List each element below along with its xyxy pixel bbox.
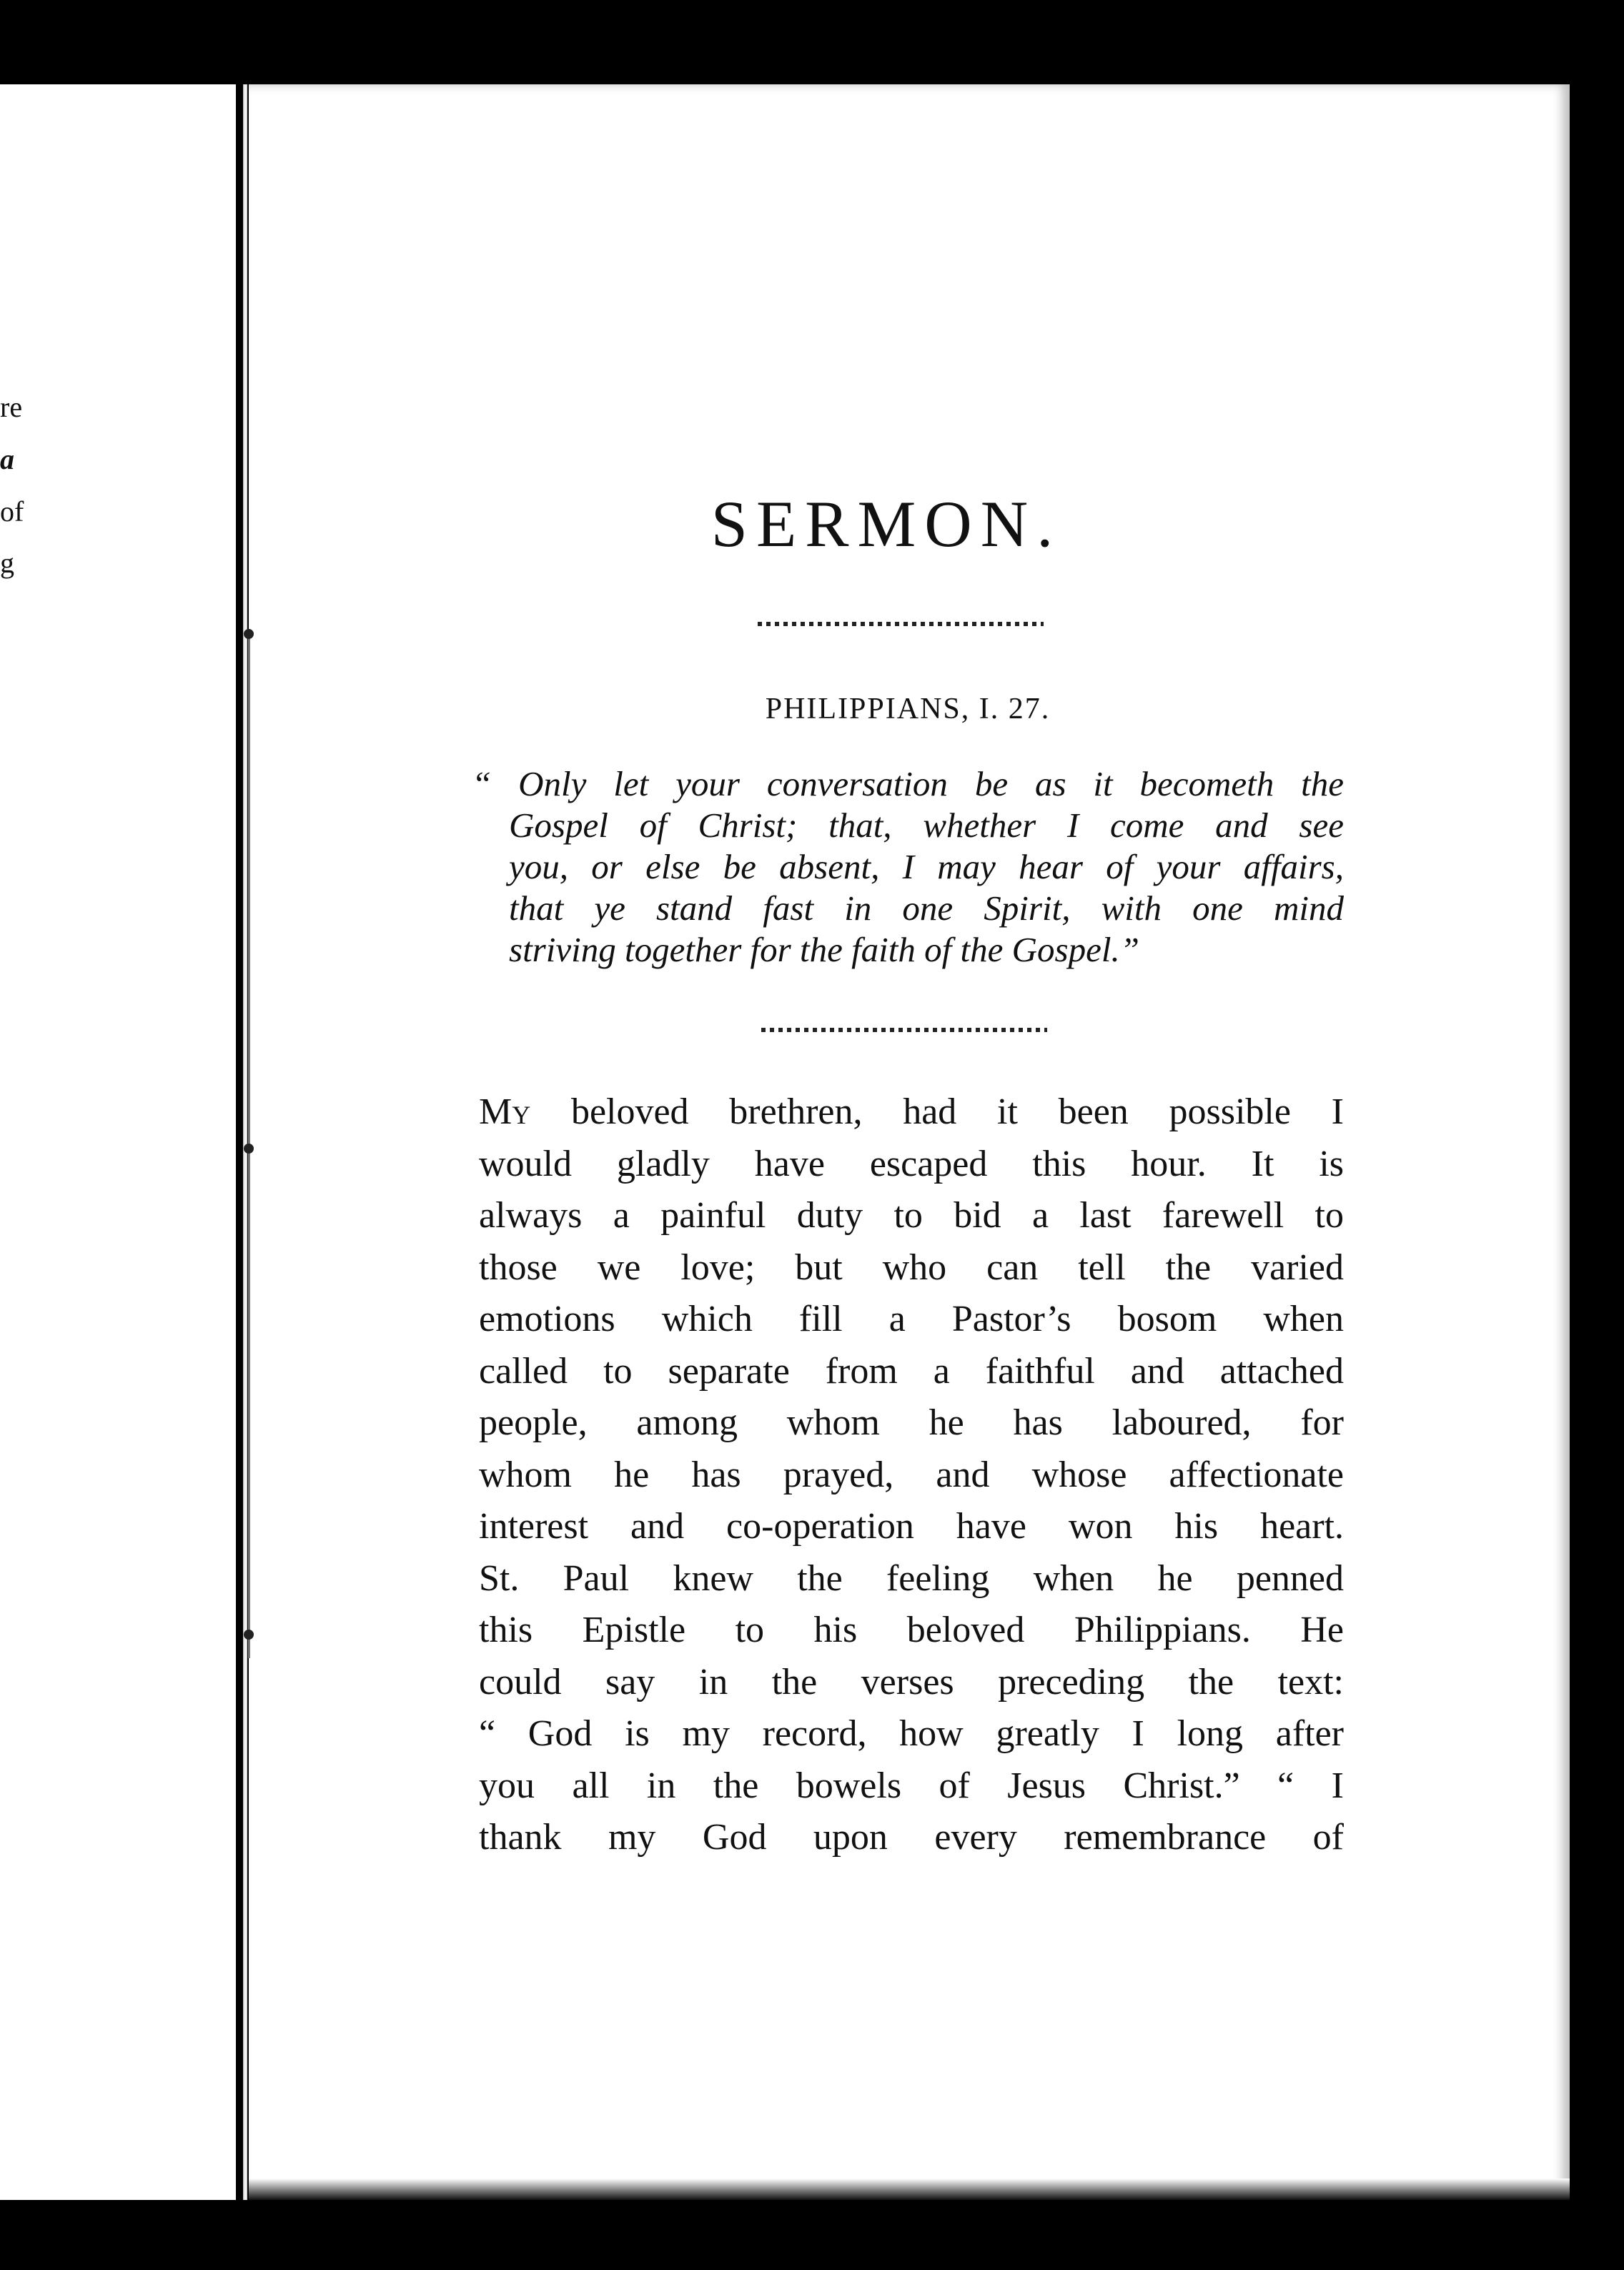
- sermon-body: [479, 1086, 1344, 1864]
- left-page-fragment: g: [0, 547, 14, 579]
- body-line: those we love; but who can tell the varied: [479, 1246, 1344, 1288]
- left-page-fragment: re: [0, 391, 23, 423]
- left-facing-page: [0, 84, 236, 2200]
- page-title: SERMON.: [710, 487, 1062, 560]
- body-line: this Epistle to his beloved Philippians. He: [479, 1610, 1344, 1650]
- body-line: always a painful duty to bid a last farewell to: [479, 1195, 1344, 1236]
- body-line-text: beloved brethren, had it been possible I: [530, 1091, 1344, 1132]
- body-line: people, among whom he has laboured, for: [479, 1402, 1344, 1443]
- binding-stitching: [242, 629, 256, 1658]
- epigraph-quote: [472, 763, 1344, 971]
- left-page-fragment: a: [0, 443, 14, 475]
- epigraph-line: you, or else be absent, I may hear of your affairs,: [509, 847, 1344, 886]
- ornamental-rule: [758, 622, 1044, 626]
- body-line: thank my God upon every remembrance of: [479, 1817, 1344, 1858]
- body-line: whom he has prayed, and whose affectionate: [479, 1454, 1344, 1495]
- body-line: would gladly have escaped this hour. It is: [479, 1143, 1344, 1184]
- epigraph-line: Gospel of Christ; that, whether I come and see: [509, 806, 1344, 845]
- page-bottom-edge: [249, 2179, 1570, 2200]
- epigraph-line: that ye stand fast in one Spirit, with one mind: [509, 888, 1344, 928]
- body-line: “ God is my record, how greatly I long after: [479, 1713, 1344, 1754]
- scripture-reference: PHILIPPIANS, I. 27.: [765, 693, 1051, 725]
- body-line: you all in the bowels of Jesus Christ.” “ I: [479, 1765, 1344, 1806]
- body-line: interest and co-operation have won his heart.: [479, 1506, 1344, 1547]
- body-line: called to separate from a faithful and attached: [479, 1350, 1344, 1392]
- body-line: St. Paul knew the feeling when he penned: [479, 1557, 1344, 1599]
- body-line: could say in the verses preceding the text:: [479, 1661, 1344, 1702]
- stitch-knot: [244, 629, 254, 639]
- left-page-fragment: of: [0, 495, 24, 527]
- body-line: [479, 1086, 1344, 1139]
- body-first-word: My: [479, 1091, 531, 1132]
- epigraph-line: “ Only let your conversation be as it becometh the: [472, 764, 1344, 803]
- ornamental-rule: [761, 1028, 1047, 1032]
- epigraph-line: striving together for the faith of the Gospel.”: [509, 930, 1139, 969]
- body-line: emotions which fill a Pastor’s bosom when: [479, 1299, 1344, 1339]
- stitch-knot: [244, 1144, 254, 1154]
- stitch-knot: [244, 1630, 254, 1640]
